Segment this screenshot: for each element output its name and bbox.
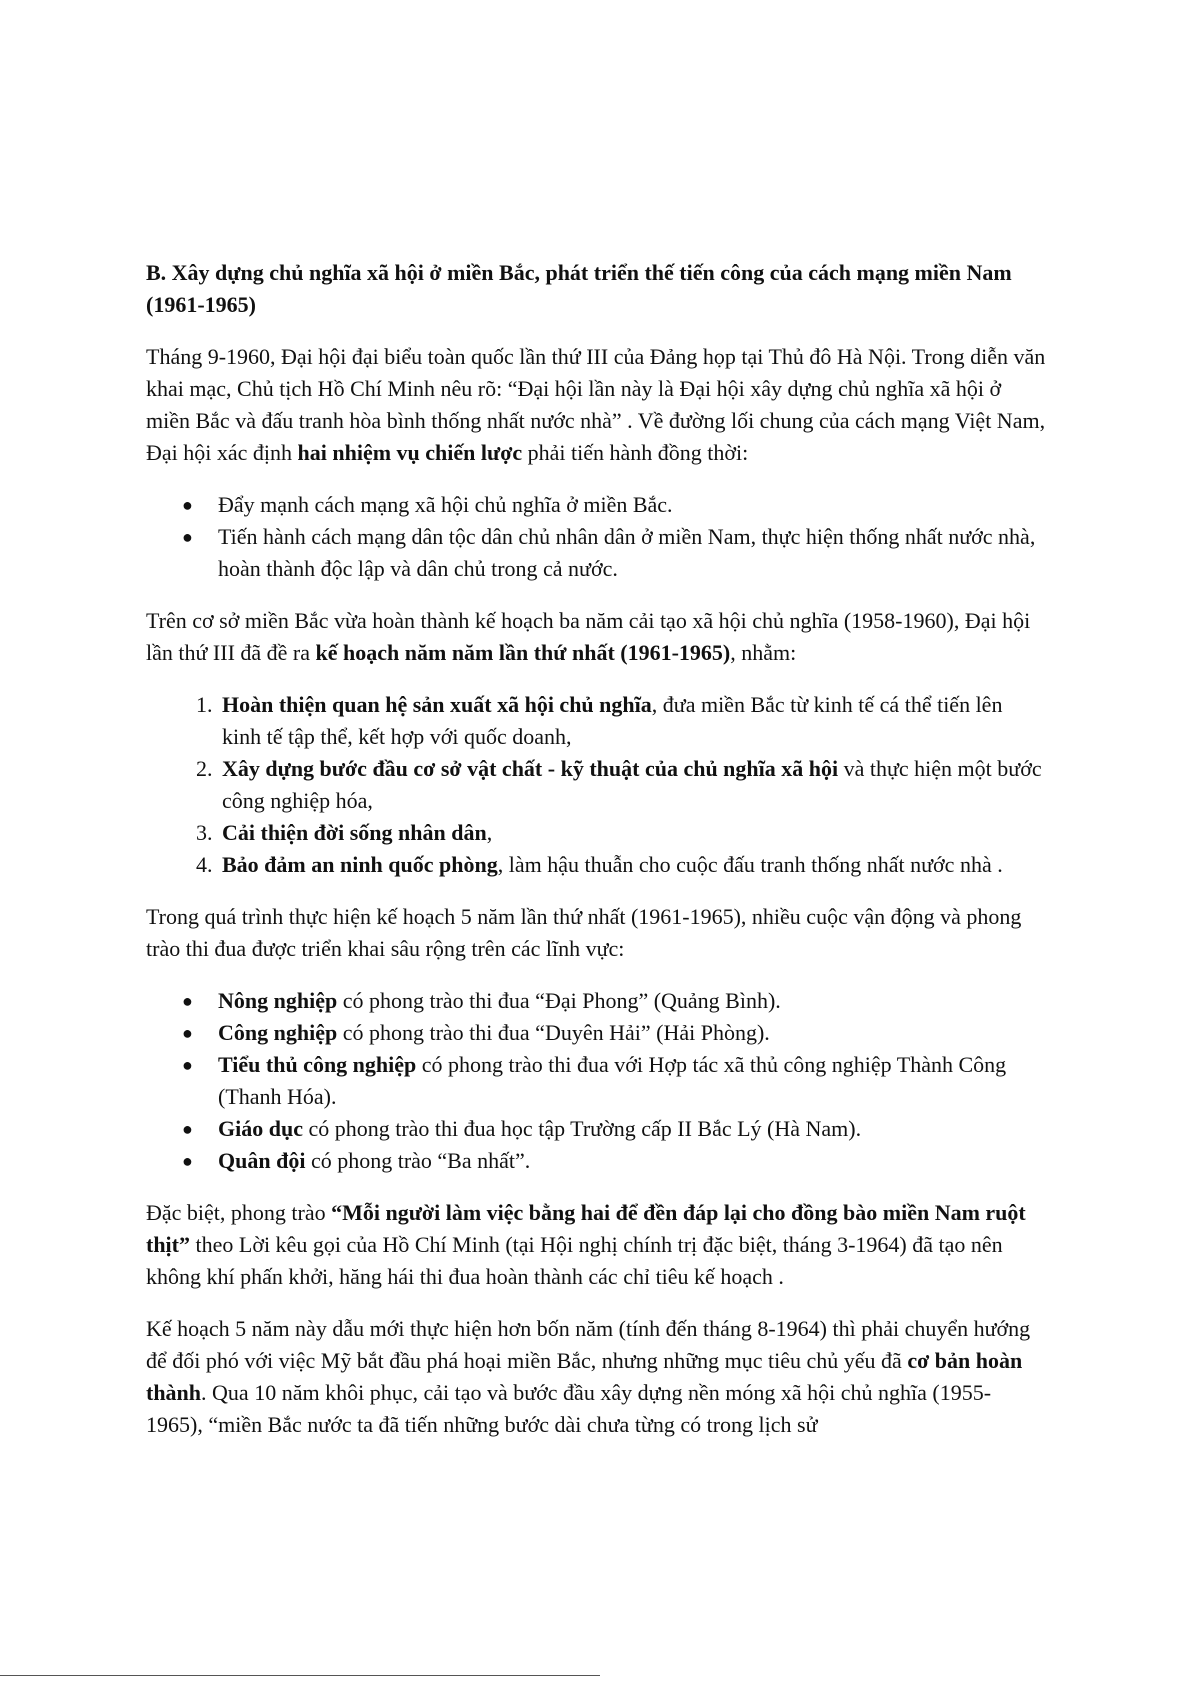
bold-text: “Mỗi người làm việc bằng hai để đền đáp lại cho đồng bào miền Nam ruột thịt” bbox=[146, 1200, 1026, 1257]
paragraph-congress bbox=[146, 341, 1046, 469]
plan-goals-list bbox=[146, 689, 1046, 881]
footnote-separator bbox=[0, 1675, 600, 1676]
list-item: 3. Cải thiện đời sống nhân dân, bbox=[218, 817, 1046, 849]
paragraph-special-movement: Đặc biệt, phong trào “Mỗi người làm việc bằng hai để đền đáp lại cho đồng bào miền Nam ruột thịt” theo Lời kêu gọi của Hồ Chí Minh (tại Hội nghị chính trị đặc biệt, tháng 3-1964) đã tạo nên không khí phấn khởi, hăng hái thi đua hoàn thành các chỉ tiêu kế hoạch . bbox=[146, 1200, 1026, 1289]
list-item: ● Nông nghiệp có phong trào thi đua “Đại Phong” (Quảng Bình). bbox=[218, 985, 1046, 1017]
text: Tháng 9-1960, Đại hội đại biểu toàn quốc lần thứ III của Đảng họp tại Thủ đô Hà Nội. Trong diễn văn khai mạc, Chủ tịch Hồ Chí Minh nêu rõ: “Đại hội lần này là Đại hội xây dựng chủ nghĩa xã hội ở miền Bắc và đấu tranh hòa bình thống nhất nước nhà” . Về đường lối chung của cách mạng Việt Nam, Đại hội xác định bbox=[146, 344, 1046, 465]
bold-text: hai nhiệm vụ chiến lược bbox=[297, 440, 523, 465]
list-item: ● Giáo dục có phong trào thi đua học tập Trường cấp II Bắc Lý (Hà Nam). bbox=[218, 1113, 1046, 1145]
text: phải tiến hành đồng thời: bbox=[522, 440, 749, 465]
list-item: 2. Xây dựng bước đầu cơ sở vật chất - kỹ thuật của chủ nghĩa xã hội và thực hiện một bước công nghiệp hóa, bbox=[218, 753, 1046, 817]
movements-list bbox=[146, 985, 1046, 1177]
list-item: ● Tiến hành cách mạng dân tộc dân chủ nhân dân ở miền Nam, thực hiện thống nhất nước nhà, hoàn thành độc lập và dân chủ trong cả nước. bbox=[218, 521, 1046, 585]
bullet-icon: ● bbox=[182, 1055, 193, 1075]
strategic-tasks-list bbox=[146, 489, 1046, 585]
bullet-icon: ● bbox=[182, 495, 193, 515]
document-page bbox=[146, 257, 1046, 1461]
bold-text: kế hoạch năm năm lần thứ nhất (1961-1965) bbox=[315, 640, 731, 665]
bullet-icon: ● bbox=[182, 1023, 193, 1043]
bullet-icon: ● bbox=[182, 527, 193, 547]
paragraph-movements-intro: Trong quá trình thực hiện kế hoạch 5 năm lần thứ nhất (1961-1965), nhiều cuộc vận động và phong trào thi đua được triển khai sâu rộng trên các lĩnh vực: bbox=[146, 904, 1022, 961]
list-item: ● Quân đội có phong trào “Ba nhất”. bbox=[218, 1145, 1046, 1177]
list-item: ● Công nghiệp có phong trào thi đua “Duyên Hải” (Hải Phòng). bbox=[218, 1017, 1046, 1049]
list-item: ● Đẩy mạnh cách mạng xã hội chủ nghĩa ở miền Bắc. bbox=[218, 489, 1046, 521]
list-item: 4. Bảo đảm an ninh quốc phòng, làm hậu thuẫn cho cuộc đấu tranh thống nhất nước nhà . bbox=[218, 849, 1046, 881]
bullet-icon: ● bbox=[182, 1119, 193, 1139]
bold-text: cơ bản hoàn thành bbox=[146, 1348, 1023, 1405]
paragraph-plan-outcome: Kế hoạch 5 năm này dẫu mới thực hiện hơn bốn năm (tính đến tháng 8-1964) thì phải chuyển hướng để đối phó với việc Mỹ bắt đầu phá hoại miền Bắc, nhưng những mục tiêu chủ yếu đã cơ bản hoàn thành. Qua 10 năm khôi phục, cải tạo và bước đầu xây dựng nền móng xã hội chủ nghĩa (1955-1965), “miền Bắc nước ta đã tiến những bước dài chưa từng có trong lịch sử bbox=[146, 1316, 1031, 1437]
list-item: 1. Hoàn thiện quan hệ sản xuất xã hội chủ nghĩa, đưa miền Bắc từ kinh tế cá thể tiến lên kinh tế tập thể, kết hợp với quốc doanh, bbox=[218, 689, 1046, 753]
paragraph-five-year-plan: Trên cơ sở miền Bắc vừa hoàn thành kế hoạch ba năm cải tạo xã hội chủ nghĩa (1958-1960), Đại hội lần thứ III đã đề ra kế hoạch năm năm lần thứ nhất (1961-1965), nhằm: bbox=[146, 608, 1031, 665]
section-heading: B. Xây dựng chủ nghĩa xã hội ở miền Bắc, phát triển thế tiến công của cách mạng miền Nam (1961-1965) bbox=[146, 260, 1012, 317]
bullet-icon: ● bbox=[182, 1151, 193, 1171]
bullet-icon: ● bbox=[182, 991, 193, 1011]
list-item: ● Tiểu thủ công nghiệp có phong trào thi đua với Hợp tác xã thủ công nghiệp Thành Công (Thanh Hóa). bbox=[218, 1049, 1046, 1113]
